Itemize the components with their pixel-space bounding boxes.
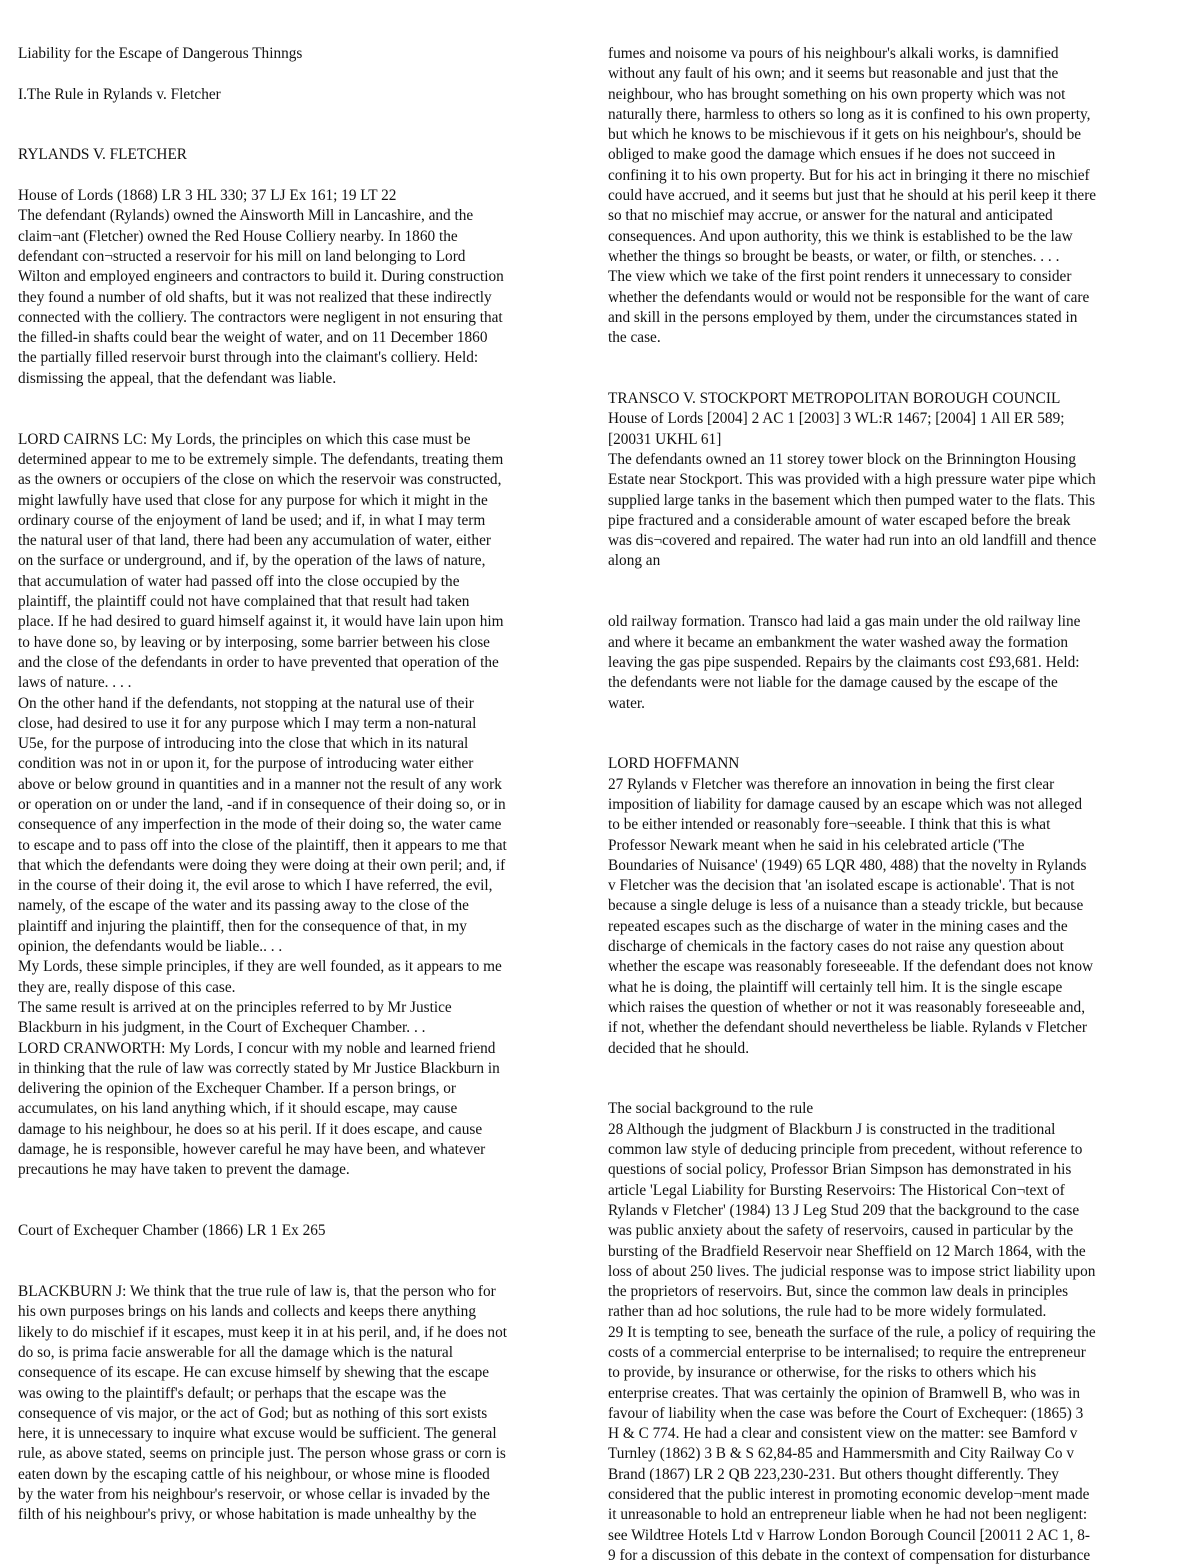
text-line: that accumulation of water had passed off into the close occupied by the [18, 572, 460, 590]
text-line: whether the things so brought be beasts, or water, or filth, or stenches. . . . [608, 247, 1060, 265]
text-line: 27 Rylands v Fletcher was therefore an innovation in being the first clear [608, 775, 1055, 793]
text-line: water. [608, 694, 645, 712]
blank-line [608, 348, 1178, 368]
text-line: enterprise creates. That was certainly the opinion of Bramwell B, who was in [608, 1384, 1081, 1402]
text-line: leaving the gas pipe suspended. Repairs by the claimants cost £93,681. Held: [608, 653, 1080, 671]
text-line: was public anxiety about the safety of reservoirs, caused in particular by the [608, 1222, 1074, 1240]
text-line: 9 for a discussion of this debate in the context of compensation for disturbance [608, 1546, 1091, 1564]
text-line: dismissing the appeal, that the defendant was liable. [18, 369, 337, 387]
text-line: plaintiff and injuring the plaintiff, then for the consequence of that, in my [18, 917, 467, 935]
text-line: LORD CAIRNS LC: My Lords, the principles on which this case must be [18, 430, 471, 448]
text-line: in thinking that the rule of law was correctly stated by Mr Justice Blackburn in [18, 1059, 500, 1077]
text-line: that which the defendants were doing they were doing at their own peril; and, if [18, 856, 506, 874]
blank-line [18, 1262, 584, 1282]
left-text-column [18, 44, 584, 1526]
text-line: plaintiff, the plaintiff could not have complained that that result had taken [18, 593, 470, 611]
text-line: eaten down by the escaping cattle of his neighbour, or whose mine is flooded [18, 1465, 490, 1483]
text-line: accumulates, on his land anything which, if it should escape, may cause [18, 1100, 458, 1118]
text-line: filth of his neighbour's privy, or whose habitation is made unhealthy by the [18, 1506, 477, 1524]
text-line: The defendants owned an 11 storey tower block on the Brinnington Housing [608, 450, 1077, 468]
text-line: rather than ad hoc solutions, the rule had to be more widely formulated. [608, 1303, 1047, 1321]
text-line: defendant con¬structed a reservoir for his mill on land belonging to Lord [18, 247, 466, 265]
text-line: loss of about 250 lives. The judicial response was to impose strict liability upon [608, 1262, 1096, 1280]
text-line: the filled-in shafts could bear the weight of water, and on 11 December 1860 [18, 329, 488, 347]
blank-line [18, 125, 584, 145]
text-line: RYLANDS V. FLETCHER [18, 146, 188, 164]
text-line: claim¬ant (Fletcher) owned the Red House Colliery nearby. In 1860 the [18, 227, 458, 245]
text-line: above or below ground in quantities and in a manner not the result of any work [18, 775, 502, 793]
text-line: close, had desired to use it for any purpose which I may term a non-natural [18, 714, 477, 732]
blank-line [18, 105, 584, 125]
text-line: consequence of vis major, or the act of God; but as nothing of this sort exists [18, 1404, 488, 1422]
text-line: Estate near Stockport. This was provided with a high pressure water pipe which [608, 471, 1096, 489]
text-line: pipe fractured and a considerable amount of water escaped before the break [608, 511, 1071, 529]
blank-line [18, 64, 584, 84]
text-line: fumes and noisome va pours of his neighbour's alkali works, is damnified [608, 45, 1059, 62]
text-line: supplied large tanks in the basement which then pumped water to the flats. This [608, 491, 1096, 509]
text-line: it unreasonable to hold an entrepreneur liable when he had not been negligent: [608, 1506, 1088, 1524]
text-line: old railway formation. Transco had laid a gas main under the old railway line [608, 613, 1081, 631]
text-line: laws of nature. . . . [18, 674, 132, 692]
text-line: and skill in the persons employed by them, under the circumstances stated in [608, 308, 1078, 326]
text-line: on the surface or underground, and if, by the operation of the laws of nature, [18, 552, 486, 570]
text-line: neighbour, who has brought something on his own property which was not [608, 85, 1066, 103]
text-line: Turnley (1862) 3 B & S 62,84-85 and Hammersmith and City Railway Co v [608, 1445, 1074, 1463]
text-line: The view which we take of the first point renders it unnecessary to consider [608, 268, 1072, 286]
blank-line [18, 166, 584, 186]
text-line: Wilton and employed engineers and contractors to build it. During construction [18, 268, 504, 286]
text-line: could have accrued, and it seems but just that he should at his peril keep it there [608, 187, 1097, 205]
text-line: the partially filled reservoir burst through into the claimant's colliery. Held: [18, 349, 479, 367]
text-line: rule, as above stated, seems on principle just. The person whose grass or corn is [18, 1445, 506, 1463]
text-line: Court of Exchequer Chamber (1866) LR 1 Ex 265 [18, 1222, 326, 1240]
text-line: to provide, by insurance or otherwise, for the risks to others which his [608, 1364, 1037, 1382]
text-line: My Lords, these simple principles, if they are well founded, as it appears to me [18, 958, 502, 976]
text-line: whether the escape was reasonably foreseeable. If the defendant does not know [608, 958, 1094, 976]
text-line: consequences. And upon authority, this we think is established to be the law [608, 227, 1073, 245]
text-line: they are, really dispose of this case. [18, 978, 236, 996]
text-line: bursting of the Bradfield Reservoir near Sheffield on 12 March 1864, with the [608, 1242, 1086, 1260]
text-line: the natural user of that land, there had been any accumulation of water, either [18, 532, 491, 550]
text-line: to be either intended or reasonably fore¬seeable. I think that this is what [608, 816, 1051, 834]
text-line: Rylands v Fletcher' (1984) 13 J Leg Stud 209 that the background to the case [608, 1201, 1080, 1219]
text-line: the defendants were not liable for the damage caused by the escape of the [608, 674, 1058, 692]
text-line: was owing to the plaintiff's default; or perhaps that the escape was the [18, 1384, 447, 1402]
text-line: TRANSCO V. STOCKPORT METROPOLITAN BOROUGH COUNCIL [608, 390, 1061, 408]
blank-line [608, 734, 1178, 754]
text-line: naturally there, harmless to others so long as it is confined to his own property, [608, 105, 1091, 123]
blank-line [18, 1181, 584, 1201]
text-line: the case. [608, 329, 661, 347]
text-line: Blackburn in his judgment, in the Court of Exchequer Chamber. . . [18, 1019, 426, 1037]
text-line: Brand (1867) LR 2 QB 223,230-231. But others thought differently. They [608, 1465, 1059, 1483]
text-line: but which he knows to be mischievous if it gets on his neighbour's, should be [608, 126, 1082, 144]
text-line: 28 Although the judgment of Blackburn J is constructed in the traditional [608, 1120, 1056, 1138]
blank-line [608, 714, 1178, 734]
text-line: they found a number of old shafts, but it was not realized that these indirectly [18, 288, 492, 306]
text-line: questions of social policy, Professor Brian Simpson has demonstrated in his [608, 1161, 1072, 1179]
text-line: [20031 UKHL 61] [608, 430, 722, 448]
blank-line [608, 1059, 1178, 1079]
text-line: common law style of deducing principle from precedent, without reference to [608, 1141, 1083, 1159]
text-line: consequence of its escape. He can excuse himself by shewing that the escape [18, 1364, 490, 1382]
text-line: The defendant (Rylands) owned the Ainsworth Mill in Lancashire, and the [18, 207, 474, 225]
text-line: ordinary course of the enjoyment of land be used; and if, in what I may term [18, 511, 486, 529]
text-line: delivering the opinion of the Exchequer Chamber. If a person brings, or [18, 1080, 456, 1098]
text-line: do so, is prima facie answerable for all the damage which is the natural [18, 1344, 453, 1361]
text-line: because a single deluge is less of a nuisance than a steady trickle, but because [608, 897, 1084, 915]
text-line: and where it became an embankment the water washed away the formation [608, 633, 1068, 651]
text-line: BLACKBURN J: We think that the true rule of law is, that the person who for [18, 1283, 496, 1301]
blank-line [18, 409, 584, 429]
text-line: H & C 774. He had a clear and consistent view on the matter: see Bamford v [608, 1425, 1078, 1443]
blank-line [18, 1242, 584, 1262]
text-line: discharge of chemicals in the factory cases do not raise any question about [608, 938, 1064, 956]
text-line: the proprietors of reservoirs. But, since the common law deals in principles [608, 1283, 1069, 1301]
blank-line [18, 389, 584, 409]
blank-line [608, 592, 1178, 612]
text-line: condition was not in or upon it, for the purpose of introducing water either [18, 755, 474, 773]
text-line: to escape and to pass off into the close of the plaintiff, then it appears to me that [18, 836, 507, 854]
text-line: by the water from his neighbour's reservoir, or whose cellar is invaded by the [18, 1486, 490, 1504]
text-line: likely to do mischief if it escapes, must keep it in at his peril, and, if he does not [18, 1323, 507, 1341]
blank-line [18, 1201, 584, 1221]
text-line: namely, of the escape of the water and its passing away to the close of the [18, 897, 469, 915]
blank-line [608, 369, 1178, 389]
text-line: as the owners or occupiers of the close on which the reservoir was constructed, [18, 471, 502, 489]
text-line: might lawfully have used that close for any purpose for which it might in the [18, 491, 488, 509]
text-line: I.The Rule in Rylands v. Fletcher [18, 85, 221, 103]
text-line: which raises the question of whether or not it was reasonably foreseeable and, [608, 998, 1086, 1016]
text-line: without any fault of his own; and it seems but reasonable and just that the [608, 65, 1059, 83]
text-line: considered that the public interest in promoting economic develop¬ment made [608, 1486, 1090, 1504]
text-line: v Fletcher was the decision that 'an isolated escape is actionable'. That is not [608, 877, 1075, 895]
text-line: confining it to his own property. But for his act in bringing it there no mischief [608, 166, 1090, 184]
text-line: connected with the colliery. The contractors were negligent in not ensuring that [18, 308, 503, 326]
text-line: damage to his neighbour, he does so at his peril. If it does escape, and cause [18, 1120, 483, 1138]
text-line: The same result is arrived at on the principles referred to by Mr Justice [18, 998, 452, 1016]
blank-line [608, 1079, 1178, 1099]
text-line: repeated escapes such as the discharge of water in the mining cases and the [608, 917, 1068, 935]
text-line: or operation on or under the land, -and if in consequence of their doing so, or in [18, 795, 506, 813]
text-line: determined appear to me to be extremely simple. The defendants, treating them [18, 450, 504, 468]
text-line: opinion, the defendants would be liable.. . . [18, 938, 283, 956]
text-line: costs of a commercial enterprise to be internalised; to require the entrepreneur [608, 1344, 1086, 1361]
text-line: in the course of their doing it, the evil arose to which I have referred, the evil, [18, 877, 493, 895]
text-line: Boundaries of Nuisance' (1949) 65 LQR 480, 488) that the novelty in Rylands [608, 856, 1087, 874]
text-line: Liability for the Escape of Dangerous Thinngs [18, 45, 303, 62]
text-line: Professor Newark meant when he said in his celebrated article ('The [608, 836, 1025, 854]
text-line: House of Lords (1868) LR 3 HL 330; 37 LJ Ex 161; 19 LT 22 [18, 187, 397, 205]
text-line: whether the defendants would or would not be responsible for the want of care [608, 288, 1090, 306]
text-line: LORD HOFFMANN [608, 755, 740, 773]
right-text-column [608, 44, 1178, 1566]
text-line: his own purposes brings on his lands and collects and keeps there anything [18, 1303, 476, 1321]
text-line: damage, he is responsible, however careful he may have been, and whatever [18, 1141, 486, 1159]
text-line: here, it is unnecessary to inquire what excuse would be sufficient. The general [18, 1425, 497, 1443]
text-line: imposition of liability for damage caused by an escape which was not alleged [608, 795, 1083, 813]
text-line: article 'Legal Liability for Bursting Reservoirs: The Historical Con¬text of [608, 1181, 1065, 1199]
text-line: see Wildtree Hotels Ltd v Harrow London Borough Council [20011 2 AC 1, 8- [608, 1526, 1091, 1544]
text-line: The social background to the rule [608, 1100, 814, 1118]
text-line: LORD CRANWORTH: My Lords, I concur with my noble and learned friend [18, 1039, 496, 1057]
text-line: decided that he should. [608, 1039, 750, 1057]
text-line: consequence of any imperfection in the mode of their doing so, the water came [18, 816, 502, 834]
text-line: was dis¬covered and repaired. The water had run into an old landfill and thence [608, 532, 1097, 550]
text-line: House of Lords [2004] 2 AC 1 [2003] 3 WL:R 1467; [2004] 1 All ER 589; [608, 410, 1065, 428]
text-line: obliged to make good the damage which ensues if he does not succeed in [608, 146, 1056, 164]
text-line: favour of liability when the case was before the Court of Exchequer: (1865) 3 [608, 1404, 1084, 1422]
text-line: 29 It is tempting to see, beneath the surface of the rule, a policy of requiring the [608, 1323, 1096, 1341]
text-line: to have done so, by leaving or by interposing, some barrier between his close [18, 633, 490, 651]
text-line: along an [608, 552, 661, 570]
text-line: U5e, for the purpose of introducing into the close that which in its natural [18, 735, 469, 753]
text-line: so that no mischief may accrue, or answer for the natural and anticipated [608, 207, 1053, 225]
text-line: and the close of the defendants in order to have prevented that operation of the [18, 653, 499, 671]
text-line: precautions he may have taken to prevent the damage. [18, 1161, 350, 1179]
text-line: On the other hand if the defendants, not stopping at the natural use of their [18, 694, 474, 712]
blank-line [608, 572, 1178, 592]
text-line: what he is doing, the plaintiff will certainly tell him. It is the single escape [608, 978, 1063, 996]
text-line: if not, whether the defendant should nevertheless be liable. Rylands v Fletcher [608, 1019, 1087, 1037]
text-line: place. If he had desired to guard himself against it, it would have lain upon him [18, 613, 504, 631]
